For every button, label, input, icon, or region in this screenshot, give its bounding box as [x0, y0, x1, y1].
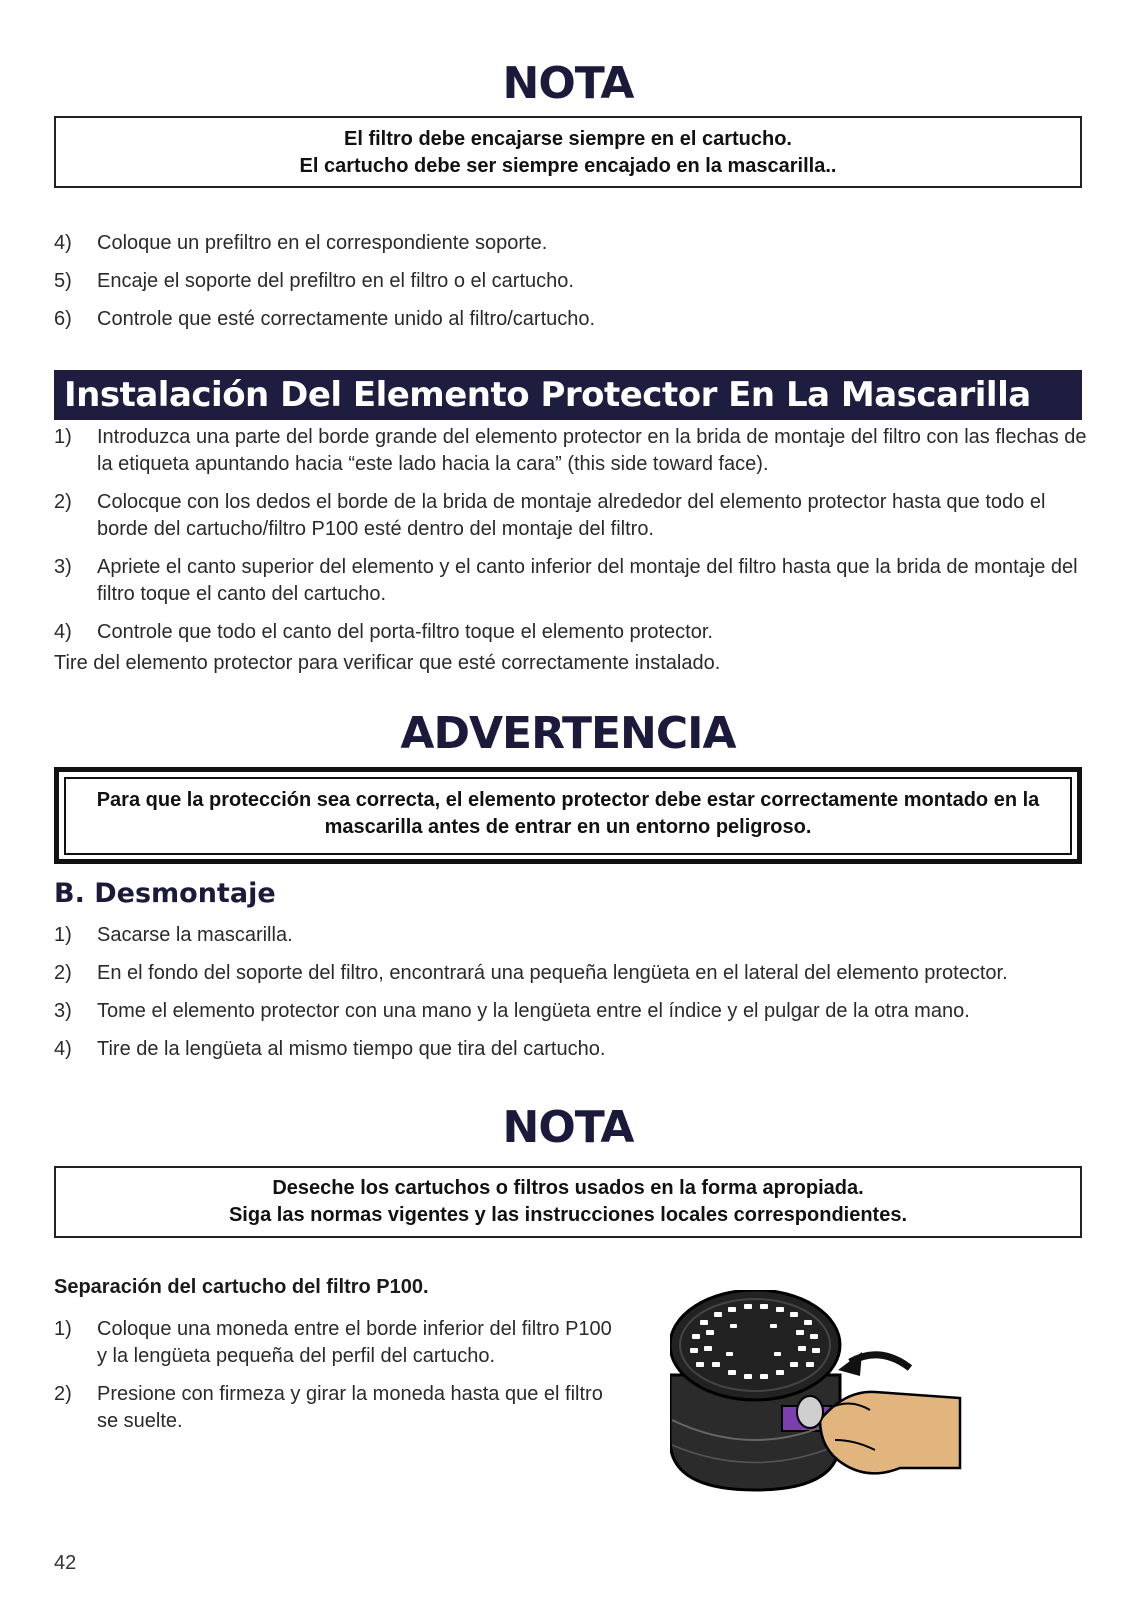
list-item	[54, 306, 1094, 333]
item-number: 2)	[54, 491, 72, 513]
note-line: Siga las normas vigentes y las instrucciones locales correspondientes.	[228, 1204, 908, 1226]
item-number: 4)	[54, 621, 72, 643]
list-item	[54, 1036, 1094, 1063]
list-item	[54, 424, 1094, 478]
section-title-bar: Instalación Del Elemento Protector En La Mascarilla	[54, 370, 1082, 420]
note-heading: NOTA	[502, 1102, 634, 1153]
warning-text: Para que la protección sea correcta, el elemento protector debe estar correctamente montado en la mascarilla antes de entrar en un entorno peligroso.	[64, 777, 1072, 855]
list-item	[54, 960, 1094, 987]
item-number: 6)	[54, 308, 72, 330]
item-text: En el fondo del soporte del filtro, encontrará una pequeña lengüeta en el lateral del elemento protector.	[97, 962, 1008, 984]
note-heading: NOTA	[502, 58, 634, 109]
warning-box	[54, 767, 1082, 864]
item-text: Coloque un prefiltro en el correspondiente soporte.	[97, 232, 548, 254]
prefilter-steps	[54, 230, 1094, 344]
list-item	[54, 489, 1094, 543]
removal-steps	[54, 922, 1094, 1074]
item-text: Introduzca una parte del borde grande del elemento protector en la brida de montaje del filtro con las flechas de la etiqueta apuntando hacia “este lado hacia la cara” (this side toward face).	[97, 426, 1087, 475]
item-number: 3)	[54, 556, 72, 578]
item-text: Encaje el soporte del prefiltro en el filtro o el cartucho.	[97, 270, 574, 292]
list-item	[54, 998, 1094, 1025]
item-number: 2)	[54, 962, 72, 984]
cartridge-illustration	[670, 1290, 990, 1510]
install-footer-text: Tire del elemento protector para verificar que esté correctamente instalado.	[54, 652, 721, 674]
item-text: Coloque una moneda entre el borde inferior del filtro P100 y la lengüeta pequeña del perfil del cartucho.	[97, 1318, 612, 1367]
item-text: Sacarse la mascarilla.	[97, 924, 293, 946]
note-box	[54, 116, 1082, 188]
item-number: 1)	[54, 1318, 72, 1340]
item-text: Tome el elemento protector con una mano y la lengüeta entre el índice y el pulgar de la otra mano.	[97, 1000, 970, 1022]
removal-heading: B. Desmontaje	[54, 878, 276, 909]
item-number: 2)	[54, 1383, 72, 1405]
note-line: El cartucho debe ser siempre encajado en la mascarilla..	[299, 155, 837, 177]
separation-steps	[54, 1316, 614, 1446]
list-item	[54, 1381, 614, 1435]
list-item	[54, 230, 1094, 257]
item-text: Controle que esté correctamente unido al filtro/cartucho.	[97, 308, 596, 330]
item-number: 4)	[54, 232, 72, 254]
item-text: Apriete el canto superior del elemento y el canto inferior del montaje del filtro hasta que la brida de montaje del filtro toque el canto del cartucho.	[97, 556, 1078, 605]
note-line: Deseche los cartuchos o filtros usados en la forma apropiada.	[272, 1177, 864, 1199]
item-number: 1)	[54, 924, 72, 946]
list-item	[54, 922, 1094, 949]
warning-heading: ADVERTENCIA	[400, 708, 736, 759]
item-number: 4)	[54, 1038, 72, 1060]
list-item	[54, 1316, 614, 1370]
list-item	[54, 619, 1094, 646]
install-steps	[54, 424, 1094, 657]
list-item	[54, 554, 1094, 608]
item-text: Controle que todo el canto del porta-filtro toque el elemento protector.	[97, 621, 713, 643]
item-number: 5)	[54, 270, 72, 292]
page-number: 42	[54, 1552, 77, 1574]
note-line: El filtro debe encajarse siempre en el cartucho.	[344, 128, 792, 150]
item-number: 3)	[54, 1000, 72, 1022]
separation-heading: Separación del cartucho del filtro P100.	[54, 1276, 429, 1298]
list-item	[54, 268, 1094, 295]
item-text: Tire de la lengüeta al mismo tiempo que tira del cartucho.	[97, 1038, 606, 1060]
item-text: Colocque con los dedos el borde de la brida de montaje alrededor del elemento protector hasta que todo el borde del cartucho/filtro P100 esté dentro del montaje del filtro.	[97, 491, 1046, 540]
note-box	[54, 1166, 1082, 1238]
item-number: 1)	[54, 426, 72, 448]
item-text: Presione con firmeza y girar la moneda hasta que el filtro se suelte.	[97, 1383, 603, 1432]
